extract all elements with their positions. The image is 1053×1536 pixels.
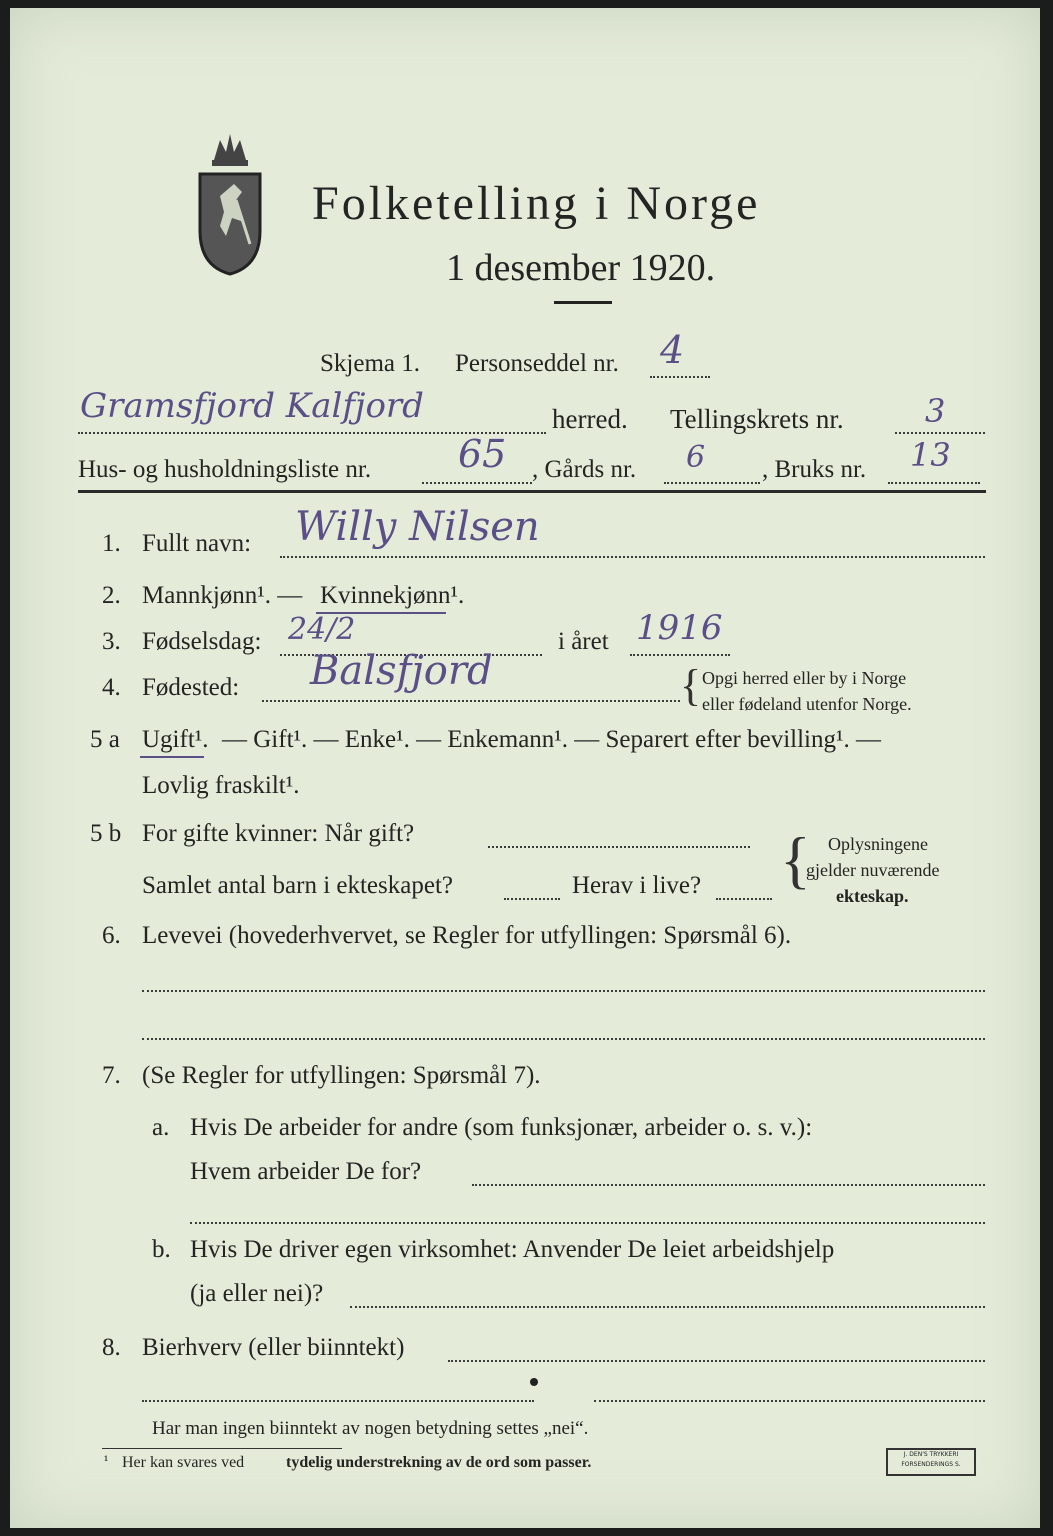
hus-label: Hus- og husholdningsliste nr. [78,456,372,483]
q3-label: Fødselsdag: [142,628,262,655]
q1-number: 1. [102,530,121,557]
q4-note-2: eller fødeland utenfor Norge. [702,694,912,714]
side-income-field[interactable] [448,1360,985,1362]
personseddel-value: 4 [660,328,685,372]
q1-label: Fullt navn: [142,530,252,557]
q7a-number: a. [152,1114,170,1141]
header-divider [78,490,986,493]
q5b-brace: { [780,824,811,895]
q4-brace: { [680,661,702,710]
q2-number: 2. [102,582,121,609]
q4-number: 4. [102,674,121,701]
status-options[interactable]: — Gift¹. — Enke¹. — Enkemann¹. — Separert efter bevilling¹. — [222,726,881,753]
birthplace-field[interactable] [262,700,680,702]
hired-help-field[interactable] [350,1306,985,1308]
q6-label: Levevei (hovederhvervet, se Regler for utfyllingen: Spørsmål 6). [142,922,792,949]
q8-label: Bierhverv (eller biinntekt) [142,1334,405,1361]
tellingskrets-value: 3 [925,392,946,430]
hired-help-label: (ja eller nei)? [190,1280,324,1307]
page-title: Folketelling i Norge [312,177,761,230]
occupation-field-1[interactable] [142,990,985,992]
bruks-value: 13 [910,436,951,474]
side-income-field-3[interactable] [594,1400,985,1402]
birthday-value: 24/2 [288,612,356,647]
ink-dot [530,1378,538,1386]
q6-number: 6. [102,922,121,949]
full-name-field[interactable] [280,556,985,558]
q7b-number: b. [152,1236,171,1263]
footnote-text-a: Her kan svares ved [122,1454,245,1471]
gards-field[interactable] [664,482,760,484]
gender-male[interactable]: Mannkjønn¹. — [142,582,303,609]
footer-rule [102,1448,342,1449]
employer-field-2[interactable] [190,1222,985,1224]
married-when-field[interactable] [488,846,750,848]
skjema-label: Skjema 1. [320,350,420,377]
children-label: Samlet antal barn i ekteskapet? [142,872,453,899]
census-form [10,8,1040,1528]
gards-value: 6 [686,440,706,475]
employer-field[interactable] [472,1184,985,1186]
personseddel-field[interactable] [650,376,710,378]
q3-number: 3. [102,628,121,655]
occupation-field-2[interactable] [142,1038,985,1040]
alive-field[interactable] [716,898,772,900]
alive-label: Herav i live? [572,872,702,899]
title-rule [554,301,612,304]
birthplace-value: Balsfjord [310,648,493,694]
coat-of-arms-icon [190,126,270,281]
married-when-label: For gifte kvinner: Når gift? [142,820,415,847]
tellingskrets-field[interactable] [895,432,985,434]
q5b-note-3: ekteskap. [836,886,909,906]
census-date: 1 desember 1920. [446,247,716,289]
q8-number: 8. [102,1334,121,1361]
hus-field[interactable] [422,482,532,484]
q5b-note-1: Oplysningene [828,834,928,854]
status-divorced[interactable]: Lovlig fraskilt¹. [142,772,300,799]
personseddel-label: Personseddel nr. [455,350,619,377]
birth-year-value: 1916 [636,608,723,648]
full-name-value: Willy Nilsen [295,504,540,550]
q4-label: Fødested: [142,674,240,701]
printer-stamp [886,1448,976,1476]
status-unmarried[interactable]: Ugift¹. [142,726,209,753]
q7b-text: Hvis De driver egen virksomhet: Anvender De leiet arbeidshjelp [190,1236,835,1263]
herred-label: herred. [552,404,628,434]
birth-year-field[interactable] [630,654,730,656]
children-field[interactable] [504,898,560,900]
nei-note: Har man ingen biinntekt av nogen betydning settes „nei“. [152,1418,589,1439]
gender-female[interactable]: Kvinnekjønn¹. [320,582,465,609]
q5b-note-2: gjelder nuværende [806,860,940,880]
q5a-number: 5 a [90,726,120,753]
status-underline [140,756,204,758]
q5b-number: 5 b [90,820,122,847]
bruks-label: , Bruks nr. [762,456,867,483]
q7-label: (Se Regler for utfyllingen: Spørsmål 7). [142,1062,541,1089]
q7a-text: Hvis De arbeider for andre (som funksjonær, arbeider o. s. v.): [190,1114,813,1141]
bruks-field[interactable] [888,482,980,484]
q4-note-1: Opgi herred eller by i Norge [702,668,907,688]
footnote-text-b: tydelig understrekning av de ord som passer. [286,1454,592,1471]
year-label: i året [558,628,609,655]
printer-stamp-line-2: FORSENDERINGS S. [901,1461,961,1468]
printer-stamp-line-1: J. DEN'S TRYKKERI [903,1451,959,1458]
employer-label: Hvem arbeider De for? [190,1158,422,1185]
gards-label: , Gårds nr. [532,456,637,483]
herred-value: Gramsfjord Kalfjord [80,386,424,426]
tellingskrets-label: Tellingskrets nr. [670,404,844,434]
q7-number: 7. [102,1062,121,1089]
hus-value: 65 [458,432,507,476]
side-income-field-2[interactable] [142,1400,534,1402]
footnote-mark: ¹ [104,1454,109,1469]
